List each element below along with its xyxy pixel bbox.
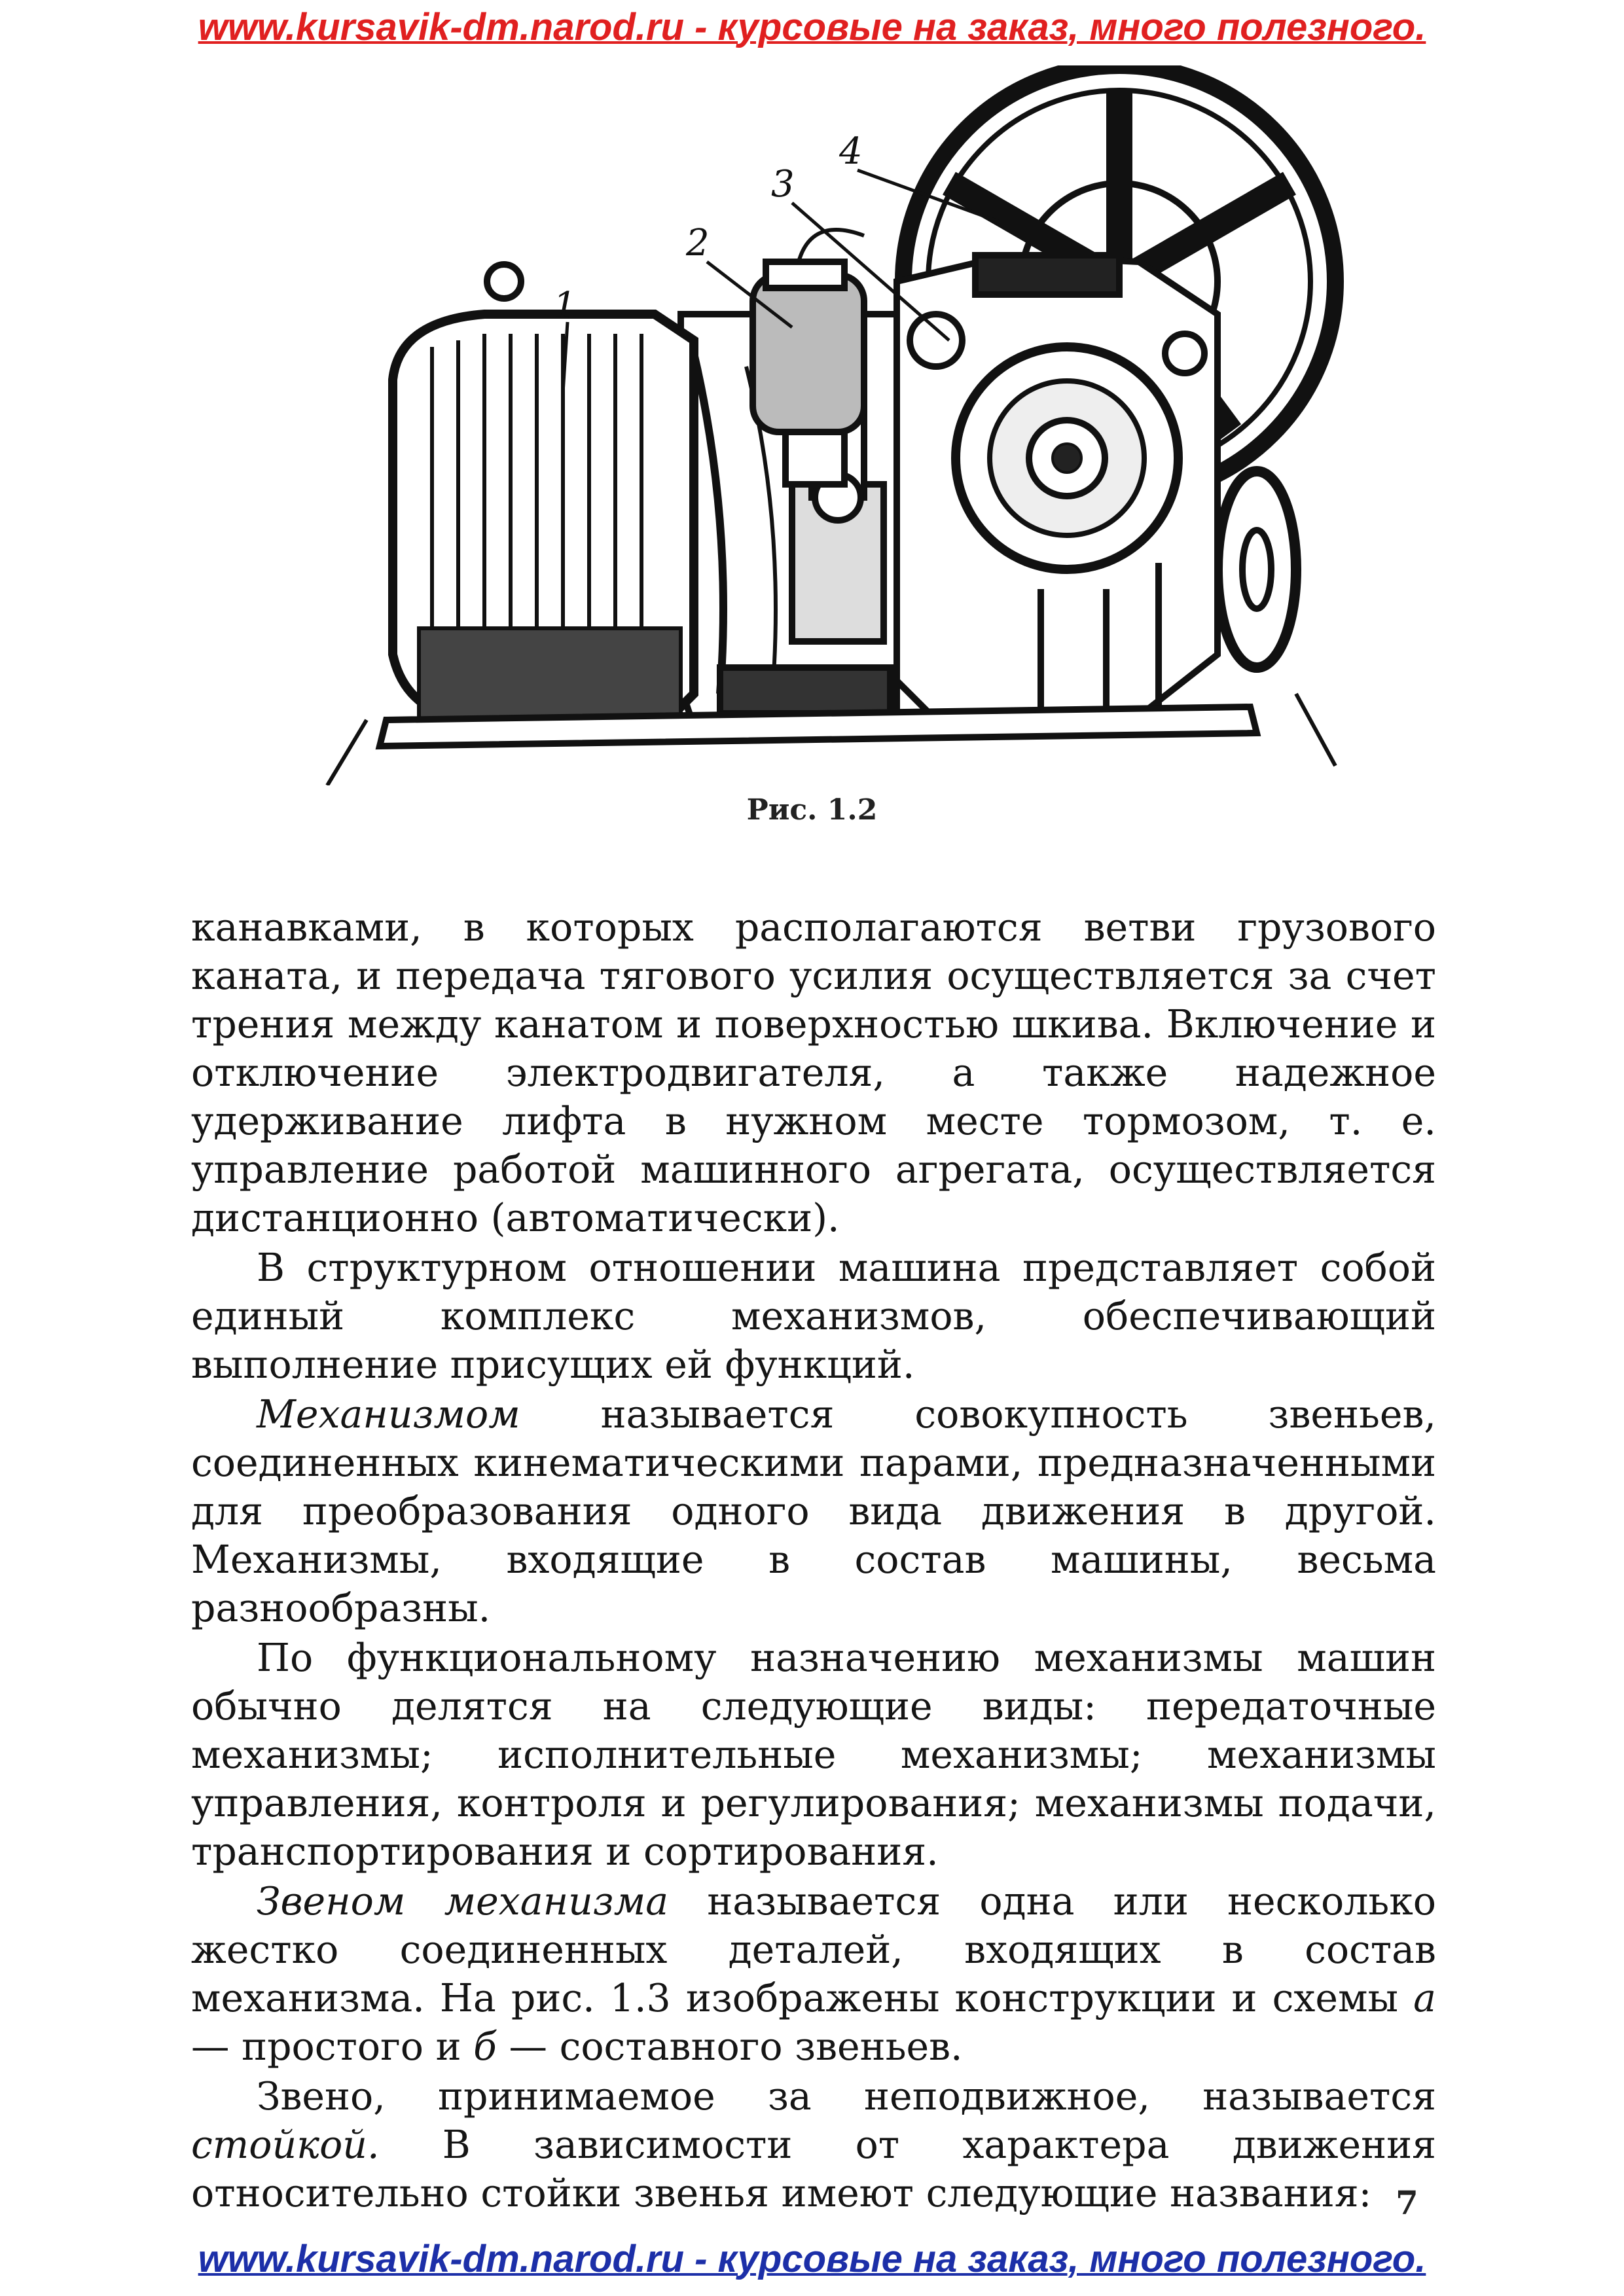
footer-watermark-link[interactable]: www.kursavik-dm.narod.ru - курсовые на заказ, много полезного.	[198, 2238, 1426, 2280]
term-mechanism: Механизмом	[257, 1392, 520, 1437]
paragraph-1: канавками, в которых располагаются ветви грузового каната, и передача тягового усилия осуществляется за счет трения между канатом и поверхностью шкива. Включение и отключение электродвигателя, а также надежное удерживание лифта в нужном месте тормозом, т. е. управление работой машинного агрегата, осуществляется дистанционно (автоматически).	[191, 905, 1436, 1240]
paragraph-5	[191, 1877, 1436, 2071]
scheme-b: б	[473, 2024, 497, 2069]
worm-shaft-hub	[956, 347, 1178, 569]
term-link: Звеном механизма	[257, 1879, 669, 1924]
figure-caption: Рис. 1.2	[746, 793, 878, 827]
page-number: 7	[1396, 2183, 1418, 2222]
header-watermark-link[interactable]: www.kursavik-dm.narod.ru - курсовые на заказ, много полезного.	[198, 6, 1426, 48]
paragraph-5-text-3: — составного звеньев.	[496, 2024, 963, 2069]
callout-4: 4	[839, 130, 863, 173]
scheme-a: а	[1413, 1976, 1436, 2020]
electric-motor	[393, 264, 694, 720]
paragraph-4: По функциональному назначению механизмы машин обычно делятся на следующие виды: передаточные механизмы; исполнительные механизмы; механизмы управления, контроля и регулирования; механизмы подачи, транспортирования и сортирования.	[191, 1636, 1436, 1874]
paragraph-2: В структурном отношении машина представляет собой единый комплекс механизмов, обеспечивающий выполнение присущих ей функций.	[191, 1246, 1436, 1387]
paragraph-6	[191, 2072, 1436, 2217]
body-text	[191, 903, 1436, 2219]
paragraph-6-text-2: В зависимости от характера движения относительно стойки звенья имеют следующие названия:	[191, 2123, 1436, 2215]
callout-2: 2	[686, 222, 710, 264]
paragraph-3-text: называется совокупность звеньев, соединенных кинематическими парами, предназначенными для преобразования одного вида движения в другой. Механизмы, входящие в состав машины, весьма разнообразны.	[191, 1392, 1436, 1630]
paragraph-5-text-2: — простого и	[191, 2024, 474, 2069]
hand-wheel	[1218, 471, 1296, 668]
callout-3: 3	[771, 163, 795, 206]
callout-1: 1	[553, 285, 577, 327]
paragraph-5-text-1: называется одна или несколько жестко соединенных деталей, входящих в состав механизма. На рис. 1.3 изображены конструкции и схемы	[191, 1879, 1436, 2020]
paragraph-6-text-1: Звено, принимаемое за неподвижное, называется	[257, 2074, 1436, 2119]
paragraph-3	[191, 1390, 1436, 1632]
term-stand: стойкой.	[191, 2123, 380, 2167]
lift-winch-illustration	[288, 65, 1362, 785]
machine-figure	[288, 65, 1362, 785]
